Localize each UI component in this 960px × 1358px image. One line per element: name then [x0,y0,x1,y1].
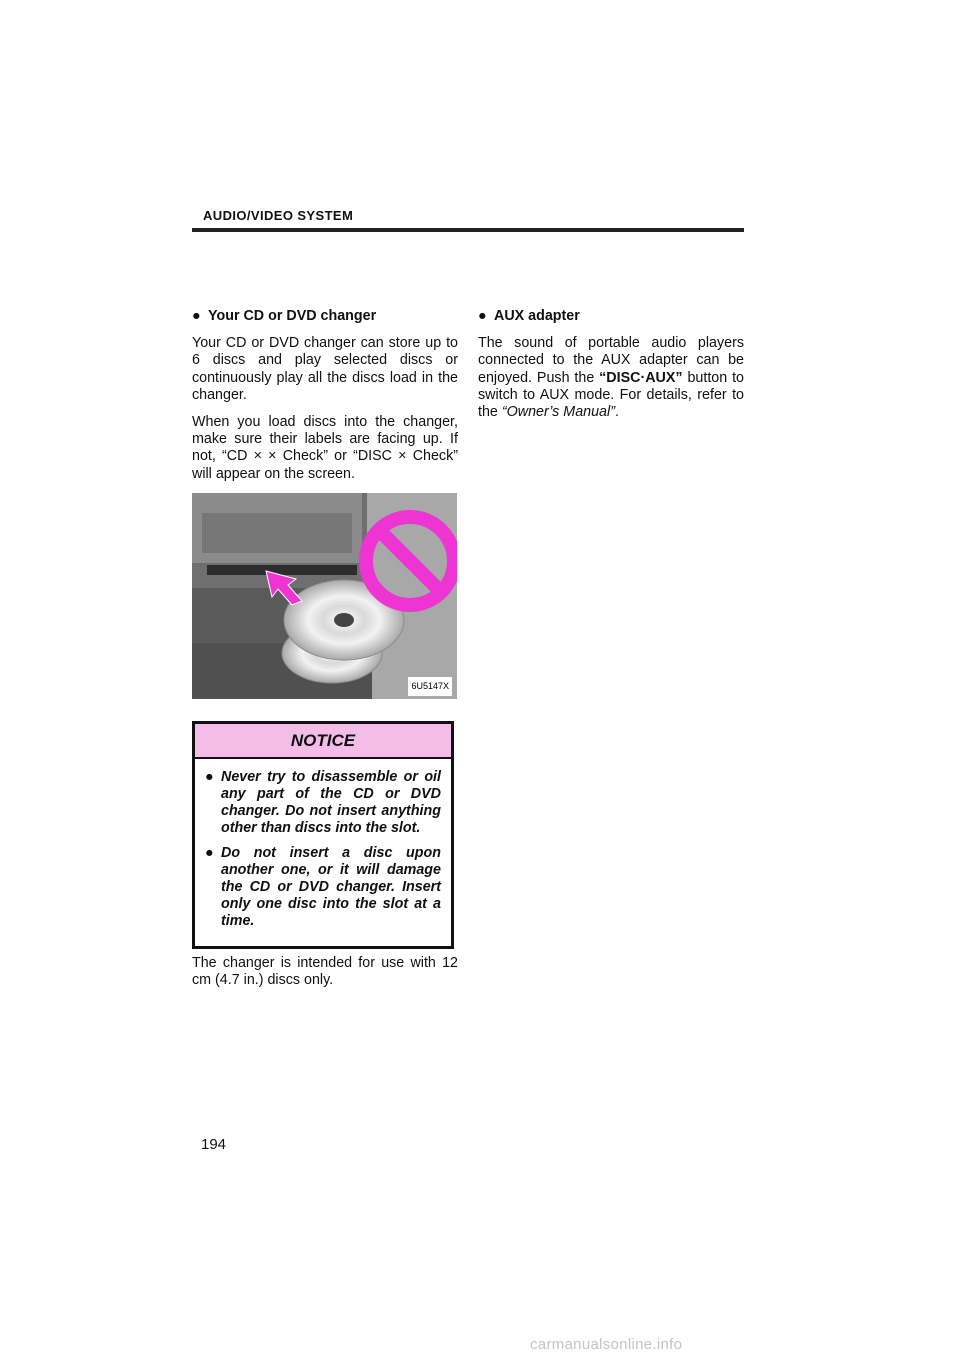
changer-illustration [192,493,457,699]
heading-text: Your CD or DVD changer [208,308,377,324]
bullet-icon: ● [192,308,201,324]
notice-item [205,769,441,837]
bullet-icon: ● [478,308,487,324]
aux-text-c: . [614,404,619,421]
header-rule [192,228,744,232]
paragraph-aux [478,335,744,421]
section-header: AUDIO/VIDEO SYSTEM [203,208,354,223]
aux-text-b: button to switch to AUX mode. For details, refer to the [478,369,744,421]
aux-text-a: The sound of portable audio players connected to the AUX adapter can be enjoyed. Push the [478,335,744,386]
owners-manual-reference: “Owner’s Manual” [501,404,615,421]
watermark: carmanualsonline.info [530,1336,683,1353]
bullet-icon: ● [205,845,214,862]
right-column [478,308,744,431]
cd-changer-heading [192,308,458,325]
aux-heading [478,308,744,325]
notice-item-text: Never try to disassemble or oil any part of the CD or DVD changer. Do not insert anything other than discs into the slot. [221,769,441,837]
changer-photo [192,493,457,699]
image-code: 6U5147X [408,677,452,696]
left-column [192,308,458,999]
paragraph-disc-size: The changer is intended for use with 12 cm (4.7 in.) discs only. [192,955,458,989]
page-number: 194 [201,1136,227,1153]
notice-title: NOTICE [195,724,451,759]
notice-item-text: Do not insert a disc upon another one, or it will damage the CD or DVD changer. Insert only one disc into the slot at a time. [221,845,441,930]
disc-aux-button-label: “DISC·AUX” [599,369,683,386]
notice-body [195,759,451,946]
paragraph-loading: When you load discs into the changer, make sure their labels are facing up. If not, “CD × × Check” or “DISC × Check” will appear on the screen. [192,414,458,482]
bullet-icon: ● [205,769,214,786]
notice-box [192,721,454,949]
paragraph-capacity: Your CD or DVD changer can store up to 6 discs and play selected discs or continuously play all the discs load in the changer. [192,335,458,403]
heading-text: AUX adapter [494,308,580,324]
notice-item [205,845,441,930]
